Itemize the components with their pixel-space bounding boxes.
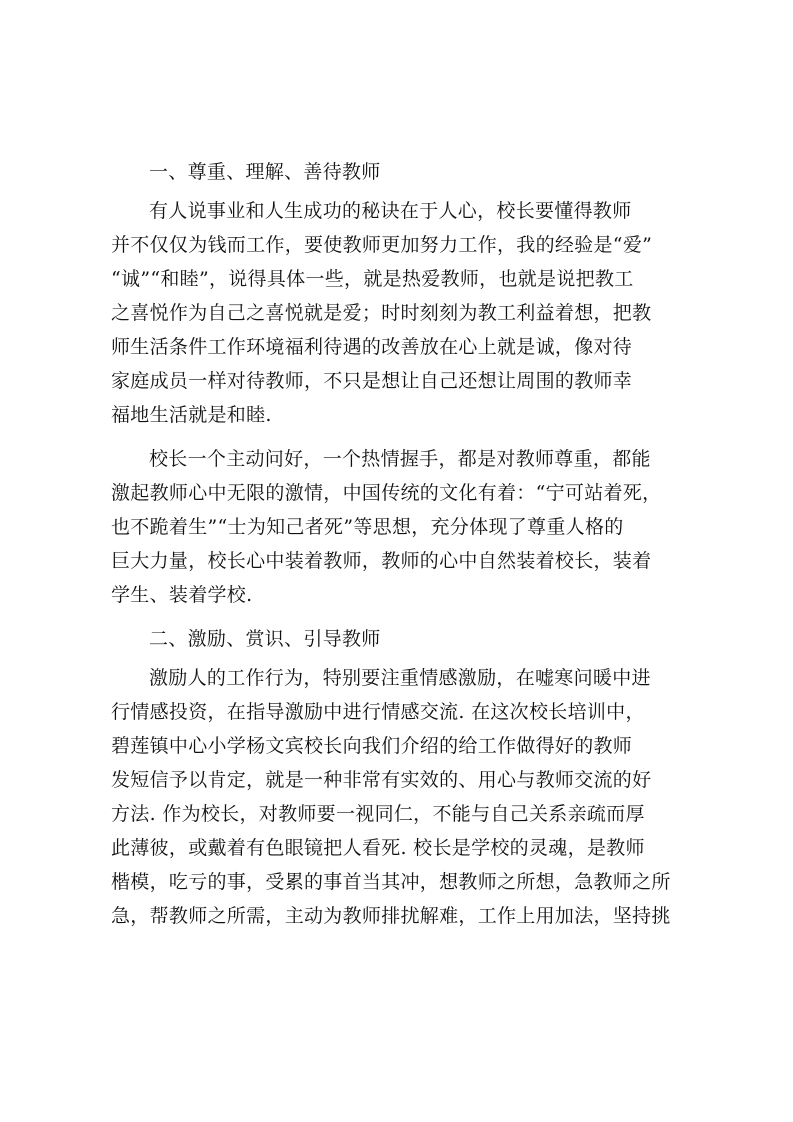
document-body (111, 155, 691, 943)
paragraph-line: 方法. 作为校长，对教师要一视同仁，不能与自己关系亲疏而厚 (111, 803, 645, 825)
paragraph-line: 发短信予以肯定，就是一种非常有实效的、用心与教师交流的好 (111, 769, 652, 791)
paragraph-line: 有人说事业和人生成功的秘诀在于人心，校长要懂得教师 (149, 200, 632, 222)
paragraph-line: 巨大力量，校长心中装着教师，教师的心中自然装着校长，装着 (111, 550, 652, 572)
paragraph-line: 行情感投资，在指导激励中进行情感交流. 在这次校长培训中， (111, 701, 645, 723)
paragraph-line: 此薄彼，或戴着有色眼镜把人看死. 校长是学校的灵魂，是教师 (111, 837, 645, 859)
paragraph-line: 并不仅仅为钱而工作，要使教师更加努力工作，我的经验是“爱” (111, 234, 653, 256)
paragraph (111, 194, 691, 432)
paragraph (111, 442, 691, 612)
paragraph-line: 激起教师心中无限的激情，中国传统的文化有着：“宁可站着死， (111, 482, 662, 504)
paragraph-line: 师生活条件工作环境福利待遇的改善放在心上就是诚，像对待 (111, 336, 633, 358)
paragraph-line: 家庭成员一样对待教师，不只是想让自己还想让周围的教师幸 (111, 370, 633, 392)
paragraph-line: 急，帮教师之所需，主动为教师排扰解难，工作上用加法，坚持挑 (111, 905, 671, 927)
paragraph (111, 661, 691, 933)
paragraph-line: 也不跪着生”“士为知己者死”等思想，充分体现了尊重人格的 (111, 516, 624, 538)
paragraph-line: 学生、装着学校. (111, 584, 253, 606)
paragraph-line: 福地生活就是和睦. (111, 404, 272, 426)
paragraph-line: 之喜悦作为自己之喜悦就是爱；时时刻刻为教工利益着想，把教 (111, 302, 652, 324)
section-heading: 二、激励、赏识、引导教师 (149, 628, 381, 650)
paragraph-line: 楷模，吃亏的事，受累的事首当其冲，想教师之所想，急教师之所 (111, 871, 671, 893)
paragraph-line: 校长一个主动问好，一个热情握手，都是对教师尊重，都能 (149, 448, 651, 470)
paragraph-line: 碧莲镇中心小学杨文宾校长向我们介绍的给工作做得好的教师 (111, 735, 633, 757)
paragraph-line: 激励人的工作行为，特别要注重情感激励，在嘘寒问暖中进 (149, 667, 651, 689)
paragraph-line: “诚”“和睦”，说得具体一些，就是热爱教师，也就是说把教工 (111, 268, 634, 290)
section-heading: 一、尊重、理解、善待教师 (149, 161, 381, 183)
